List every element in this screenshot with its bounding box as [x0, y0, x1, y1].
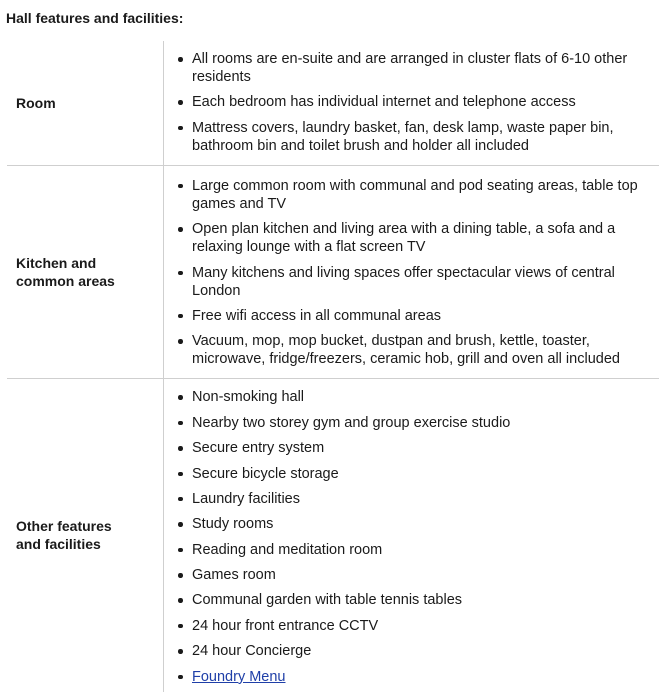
feature-list-kitchen: [174, 177, 655, 369]
row-label-other-text: Other features and facilities: [16, 518, 112, 553]
foundry-menu-link[interactable]: Foundry Menu: [192, 668, 286, 685]
row-label-room: Room: [7, 41, 164, 165]
list-item: Open plan kitchen and living area with a dining table, a sofa and a relaxing lounge with a flat screen TV: [174, 220, 655, 256]
feature-list-other: [174, 388, 655, 685]
row-label-other: [7, 379, 164, 692]
table-row-other: [7, 379, 659, 692]
list-item: Secure entry system: [174, 439, 655, 457]
row-items-room: [164, 41, 660, 165]
section-heading: Hall features and facilities:: [6, 10, 184, 26]
features-table: [7, 41, 659, 692]
list-item: Games room: [174, 566, 655, 584]
list-item: Non-smoking hall: [174, 388, 655, 406]
table-row-room: [7, 41, 659, 165]
list-item: Many kitchens and living spaces offer spectacular views of central London: [174, 264, 655, 300]
row-items-kitchen: [164, 165, 660, 379]
list-item: Vacuum, mop, mop bucket, dustpan and brush, kettle, toaster, microwave, fridge/freezers, ceramic hob, grill and oven all included: [174, 332, 655, 368]
row-label-kitchen-text: Kitchen and common areas: [16, 255, 115, 290]
list-item: Reading and meditation room: [174, 541, 655, 559]
list-item: Laundry facilities: [174, 490, 655, 508]
list-item: Nearby two storey gym and group exercise studio: [174, 414, 655, 432]
list-item: Each bedroom has individual internet and telephone access: [174, 93, 655, 111]
feature-list-room: [174, 50, 655, 155]
row-items-other: [164, 379, 660, 692]
list-item: Secure bicycle storage: [174, 465, 655, 483]
list-item: Mattress covers, laundry basket, fan, desk lamp, waste paper bin, bathroom bin and toilet brush and holder all included: [174, 119, 655, 155]
list-item: Study rooms: [174, 515, 655, 533]
list-item: Large common room with communal and pod seating areas, table top games and TV: [174, 177, 655, 213]
row-label-kitchen: [7, 165, 164, 379]
list-item: 24 hour front entrance CCTV: [174, 617, 655, 635]
table-row-kitchen: [7, 165, 659, 379]
list-item: 24 hour Concierge: [174, 642, 655, 660]
list-item: All rooms are en-suite and are arranged in cluster flats of 6-10 other residents: [174, 50, 655, 86]
list-item: Communal garden with table tennis tables: [174, 591, 655, 609]
list-item-link: [174, 668, 655, 686]
list-item: Free wifi access in all communal areas: [174, 307, 655, 325]
